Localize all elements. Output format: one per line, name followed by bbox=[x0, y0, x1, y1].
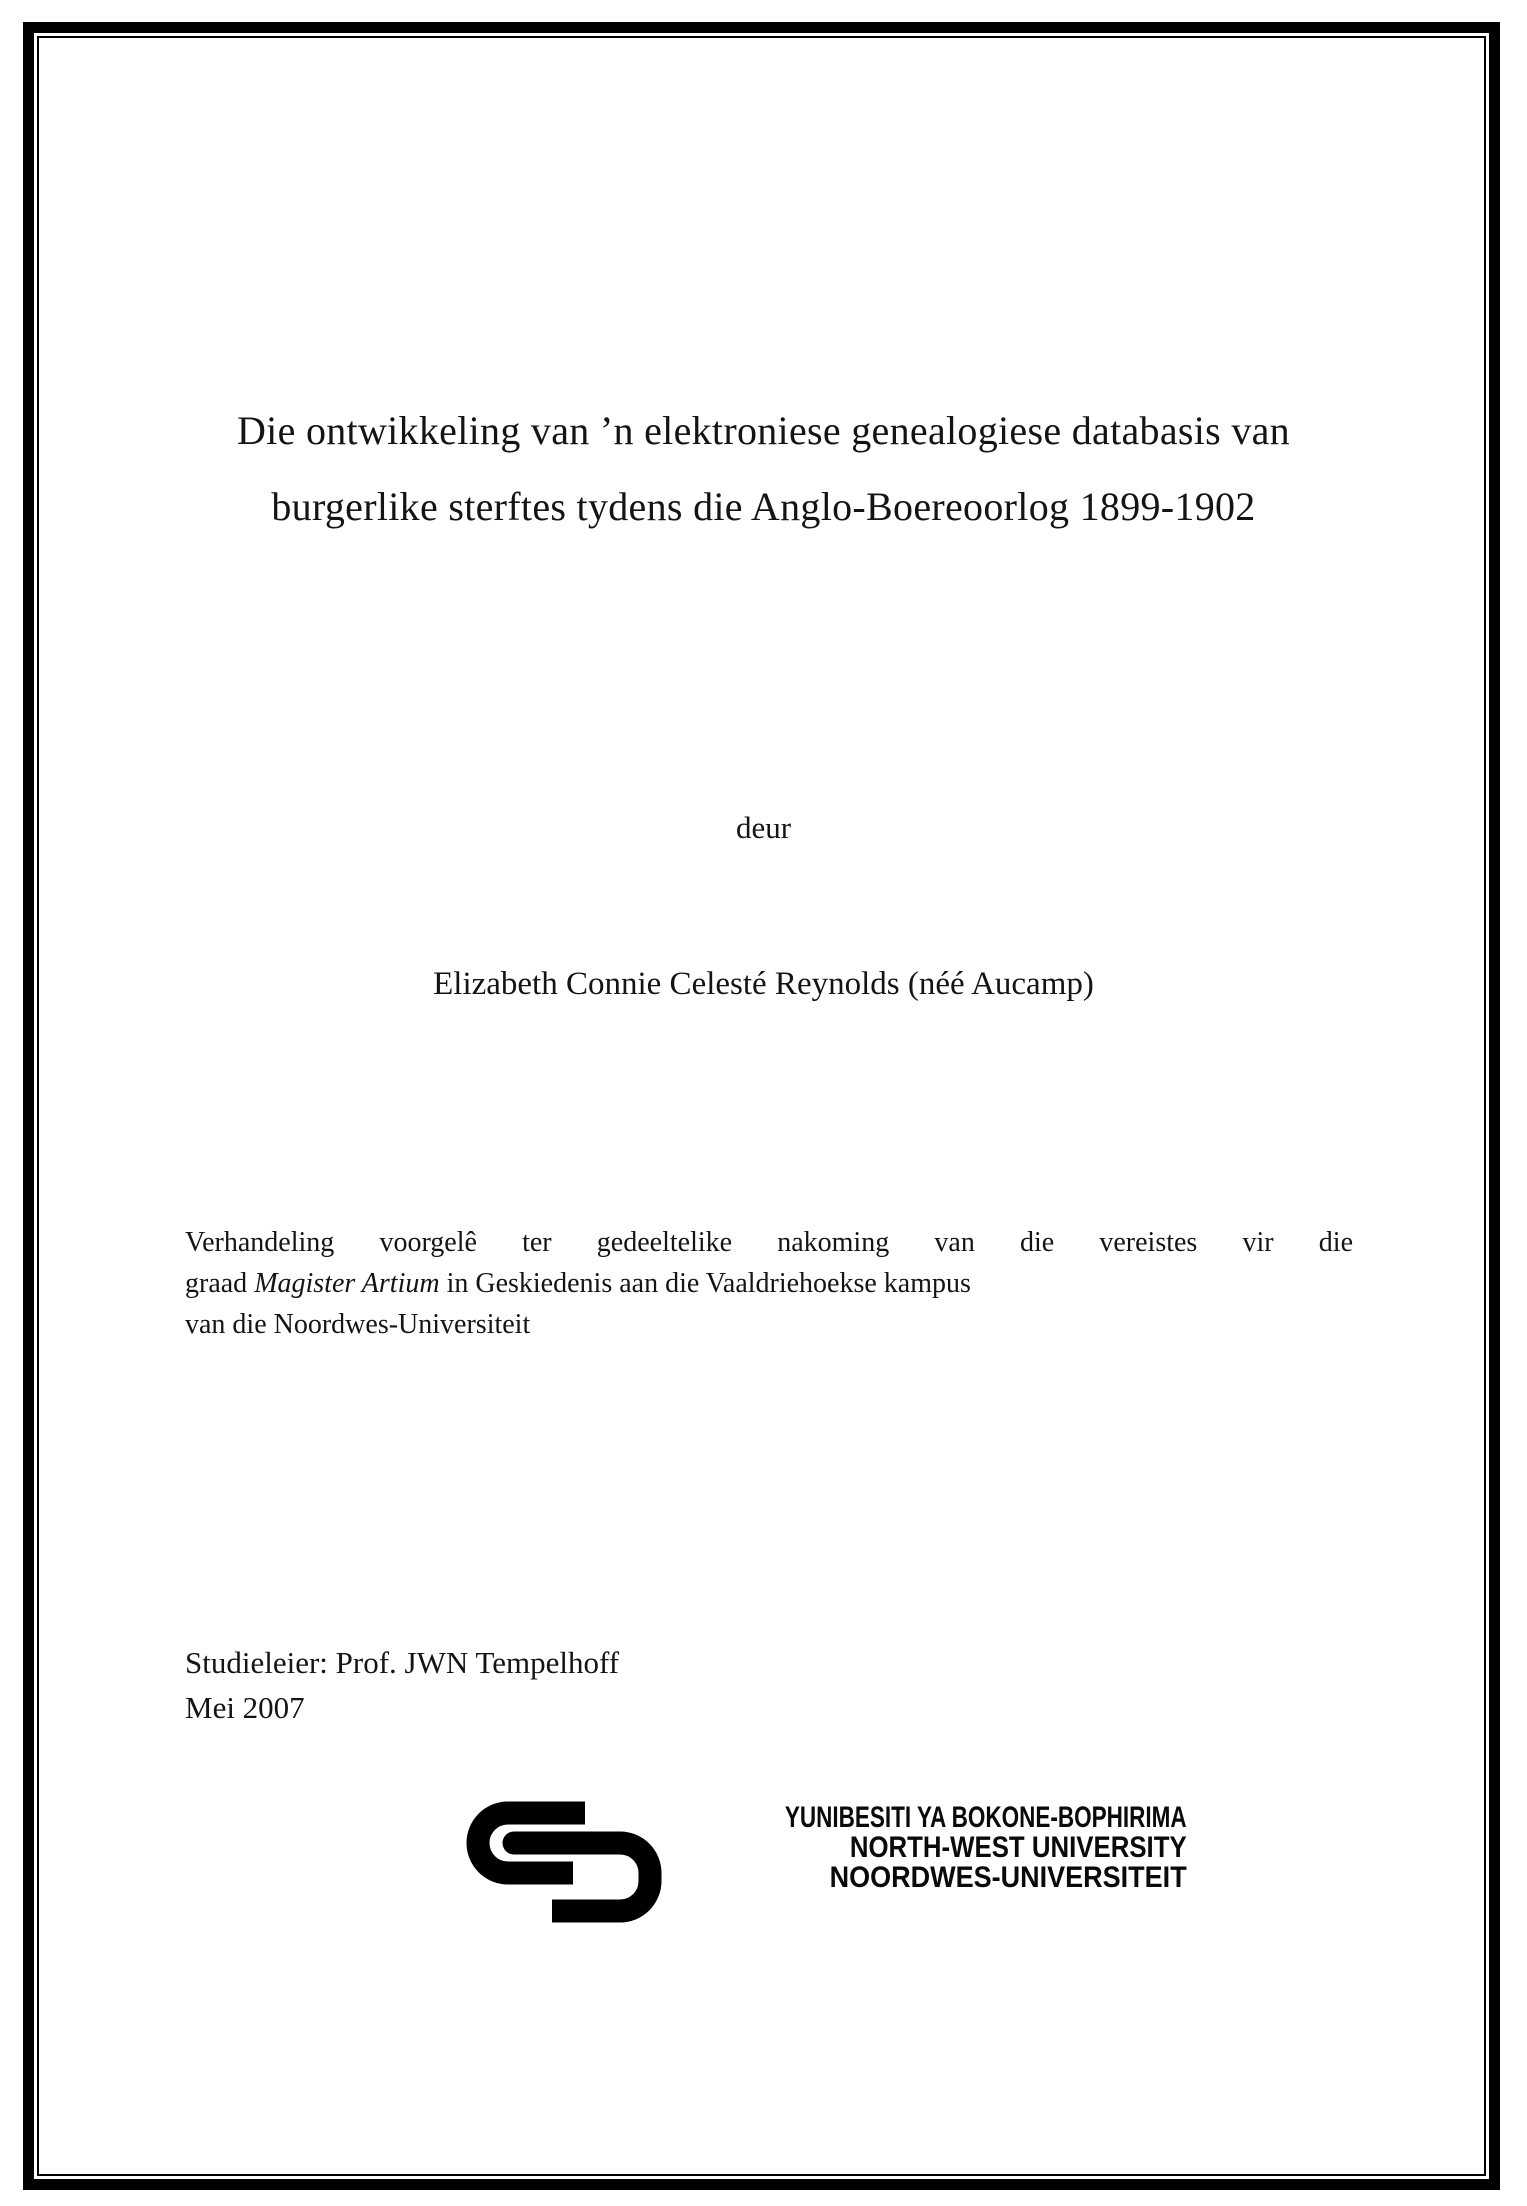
degree-statement-line1: Verhandeling voorgelê ter gedeeltelike nakoming van die vereistes vir die bbox=[185, 1227, 1353, 1258]
date-line: Mei 2007 bbox=[185, 1690, 305, 1725]
degree-name-italic: Magister Artium bbox=[254, 1268, 440, 1299]
degree-statement-line2-post: in Geskiedenis aan die Vaaldriehoekse kampus bbox=[439, 1268, 971, 1299]
supervisor-block bbox=[185, 1640, 619, 1730]
degree-statement-line2 bbox=[185, 1263, 1353, 1304]
degree-statement-line3: van die Noordwes-Universiteit bbox=[185, 1309, 531, 1340]
supervisor-line: Studieleier: Prof. JWN Tempelhoff bbox=[185, 1645, 620, 1680]
thesis-title-line1: Die ontwikkeling van ’n elektroniese genealogiese databasis van bbox=[236, 408, 1290, 453]
author-name: Elizabeth Connie Celesté Reynolds (néé Aucamp) bbox=[433, 966, 1094, 1002]
thesis-title-line2: burgerlike sterftes tydens die Anglo-Boereoorlog 1899-1902 bbox=[271, 484, 1256, 529]
byline-label: deur bbox=[735, 810, 792, 845]
thesis-title bbox=[60, 393, 1467, 545]
university-logo bbox=[462, 1798, 1187, 1938]
logo-text-afrikaans: NOORDWES-UNIVERSITEIT bbox=[829, 1861, 1187, 1894]
university-logo-mark-icon bbox=[462, 1801, 664, 1927]
logo-text-english: NORTH-WEST UNIVERSITY bbox=[850, 1831, 1187, 1864]
degree-statement bbox=[185, 1222, 1353, 1345]
logo-text-setswana: YUNIBESITI YA BOKONE-BOPHIRIMA bbox=[785, 1801, 1187, 1834]
university-logo-text bbox=[651, 1803, 1187, 1893]
degree-statement-line2-pre: graad bbox=[185, 1268, 255, 1299]
